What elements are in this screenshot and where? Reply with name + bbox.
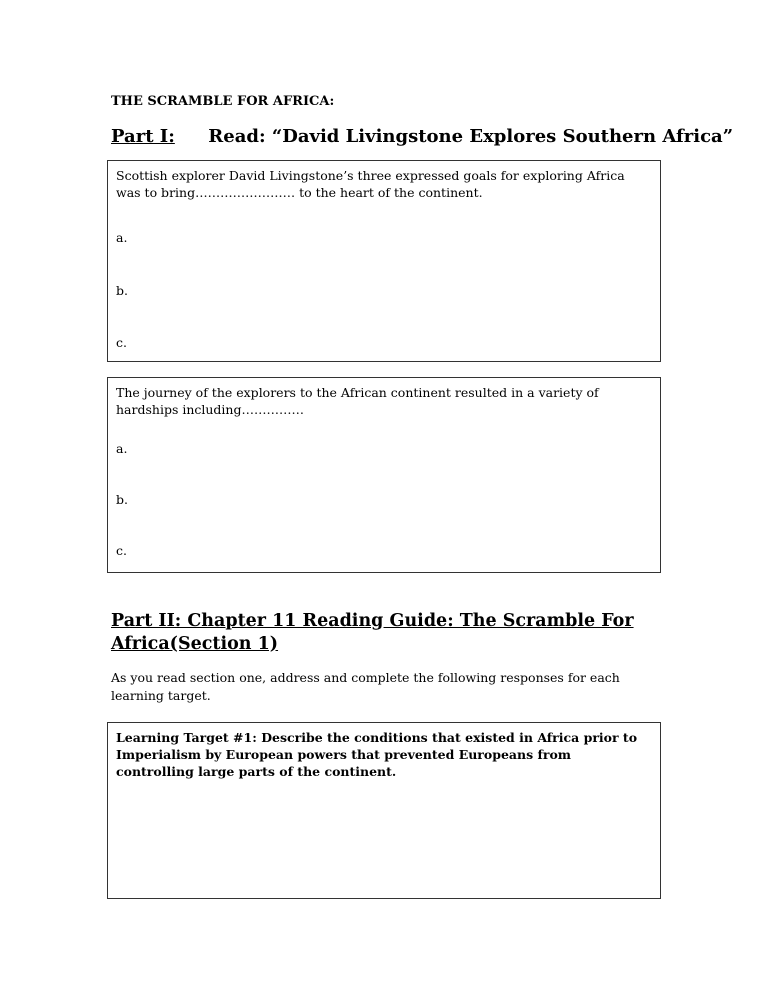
goal-item-a: a. (116, 230, 128, 245)
learning-target-1-text: Learning Target #1: Describe the conditions that existed in Africa prior to Imperialism by European powers that prevented Europeans from controlling large parts of the continent. (116, 730, 638, 779)
hardship-item-b: b. (116, 492, 128, 507)
part1-reading-title: Read: “David Livingstone Explores Southern Africa” (208, 126, 734, 147)
livingstone-goals-prompt: Scottish explorer David Livingstone’s three expressed goals for exploring Africa was to bring…………………… to the heart of the continent. (116, 168, 625, 200)
part1-label: Part I: (111, 126, 175, 147)
hardship-item-a: a. (116, 441, 128, 456)
page-title: THE SCRAMBLE FOR AFRICA: (111, 94, 335, 109)
learning-target-1-box[interactable] (107, 722, 661, 899)
hardship-item-c: c. (116, 543, 127, 558)
goal-item-b: b. (116, 283, 128, 298)
explorer-hardships-prompt: The journey of the explorers to the African continent resulted in a variety of hardships including…………… (116, 385, 599, 417)
explorer-hardships-box[interactable] (107, 377, 661, 573)
livingstone-goals-box[interactable] (107, 160, 661, 362)
part2-heading: Part II: Chapter 11 Reading Guide: The Scramble For Africa(Section 1) (111, 611, 634, 654)
goal-item-c: c. (116, 335, 127, 350)
part2-instructions: As you read section one, address and complete the following responses for each learning target. (111, 670, 620, 703)
part1-heading (111, 126, 733, 147)
